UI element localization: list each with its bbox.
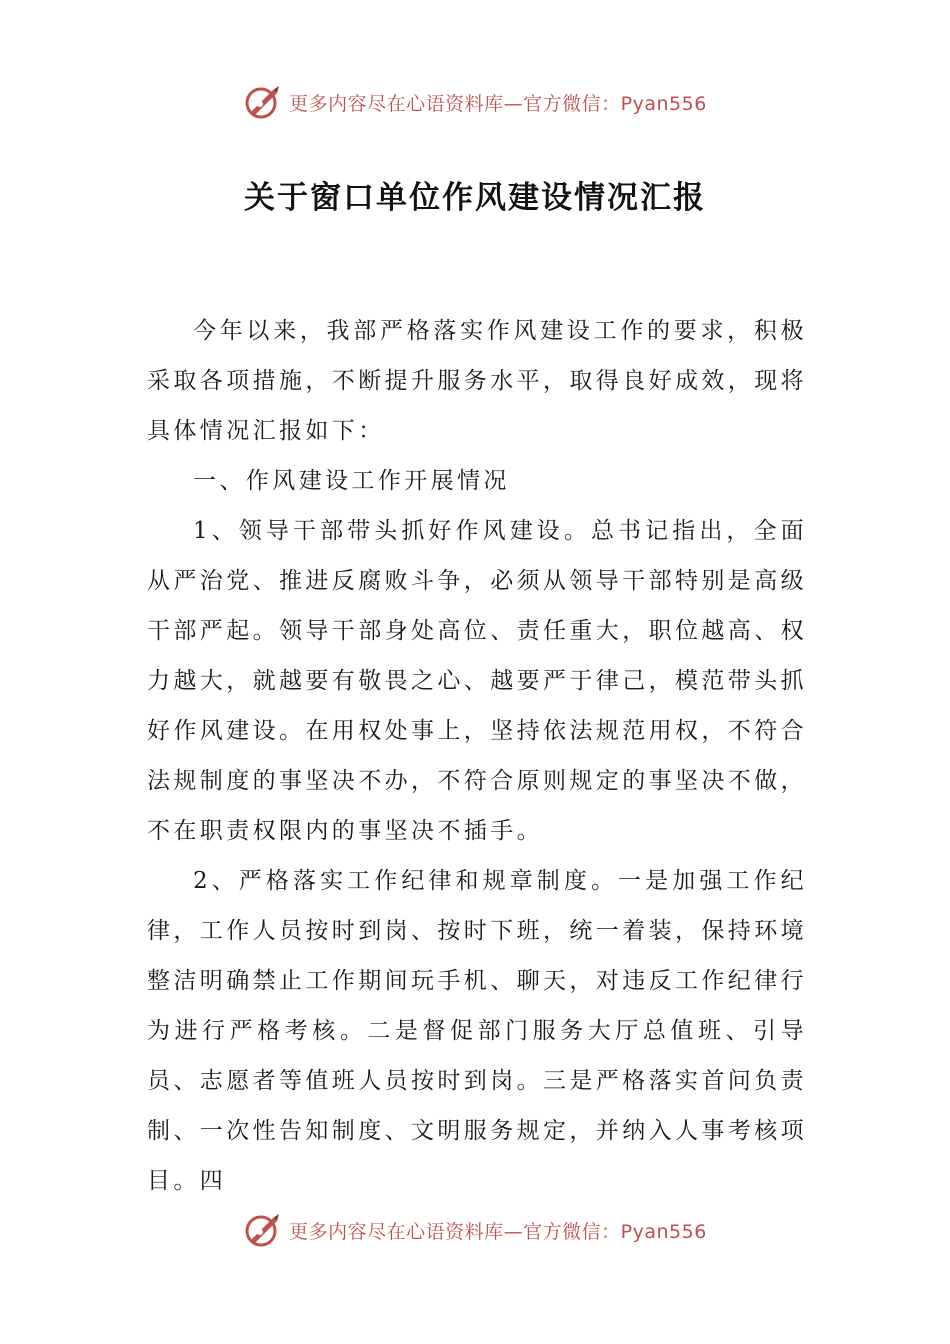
paragraph-intro: 今年以来，我部严格落实作风建设工作的要求，积极采取各项措施，不断提升服务水平，取得良好成效，现将具体情况汇报如下： [147,318,807,444]
section-heading: 一、作风建设工作开展情况 [193,468,510,494]
watermark-text: 更多内容尽在心语资料库—官方微信：Pyan556 [289,92,707,115]
document-title: 关于窗口单位作风建设情况汇报 [244,180,706,216]
watermark-text: 更多内容尽在心语资料库—官方微信：Pyan556 [289,1220,707,1243]
paragraph-item-2: 2、严格落实工作纪律和规章制度。一是加强工作纪律，工作人员按时到岗、按时下班，统一着装，保持环境整洁明确禁止工作期间玩手机、聊天，对违反工作纪律行为进行严格考核。二是督促部门服务大厅总值班、引导员、志愿者等值班人员按时到岗。三是严格落实首问负责制、一次性告知制度、文明服务规定，并纳入人事考核项目。四 [147,868,807,1194]
paragraph-item-1: 1、领导干部带头抓好作风建设。总书记指出，全面从严治党、推进反腐败斗争，必须从领导干部特别是高级干部严起。领导干部身处高位、责任重大，职位越高、权力越大，就越要有敬畏之心、越要严于律己，模范带头抓好作风建设。在用权处事上，坚持依法规范用权，不符合法规制度的事坚决不办，不符合原则规定的事坚决不做，不在职责权限内的事坚决不插手。 [147,518,807,844]
footer-watermark-banner [0,1208,950,1252]
pen-circle-logo-icon [243,1210,283,1250]
document-body [147,306,807,1206]
pen-circle-logo-icon [243,82,283,122]
header-watermark-banner [0,80,950,124]
